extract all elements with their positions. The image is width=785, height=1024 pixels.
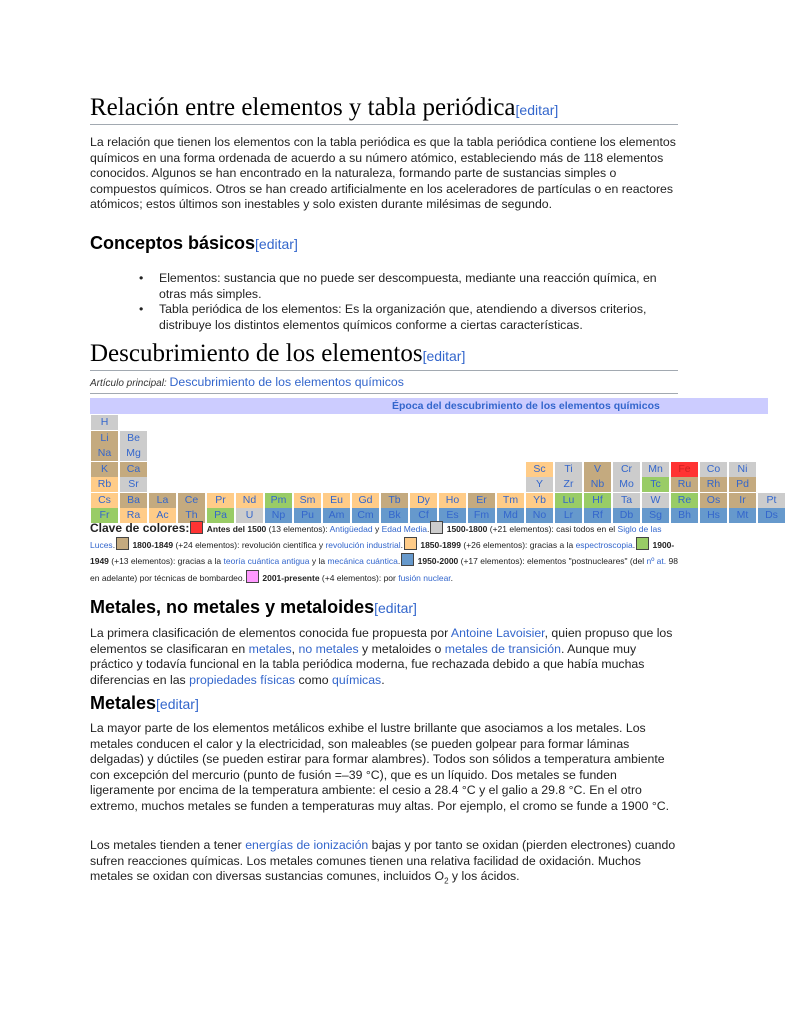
- section-heading-relacion: [90, 94, 678, 125]
- swatch-1500-1800: [430, 521, 443, 534]
- edit-link[interactable]: [editar]: [156, 696, 199, 712]
- element-cell-sc[interactable]: Sc: [526, 462, 553, 477]
- link-siglo-luces[interactable]: Siglo de las Luces: [90, 524, 662, 551]
- list-item: • Tabla periódica de los elementos: Es la organización que, atendiendo a diversos criterios, distribuye los distintos elementos químicos conforme a ciertas características.: [141, 302, 686, 333]
- link-no-metales[interactable]: no metales: [298, 641, 359, 656]
- paragraph-text: [90, 626, 682, 688]
- element-cell-cf[interactable]: Cf: [410, 508, 437, 523]
- element-cell-cs[interactable]: Cs: [91, 493, 118, 508]
- text-run: . Aunque muy práctico y todavía funcional en la tabla periódica moderna, fue rechazada debido a que había muchas diferencias en las: [90, 641, 645, 687]
- paragraph-text: La mayor parte de los elementos metálicos exhibe el lustre brillante que asociamos a los metales. Los metales conducen el calor y la electricidad, son maleables (se pueden golpear para formar láminas delgadas) y dúctiles (se pueden estirar para formar alambres). Todos son sólidos a temperatura ambiente con excepción del mercurio (punto de fusión =–39 °C), que es un líquido. Dos metales se funden ligeramente por encima de la temperatura ambiente: el cesio a 28.4 °C y el galio a 29.8 °C. En el otro extremo, muchos metales se funden a temperaturas muy altas. Por ejemplo, el cromo se funde a 1900 °C.: [90, 721, 670, 813]
- element-cell-fm[interactable]: Fm: [468, 508, 495, 523]
- key-text: 98 en adelante) por técnicas de bombardeo.: [90, 556, 678, 583]
- element-cell-os[interactable]: Os: [700, 493, 727, 508]
- main-article-link[interactable]: Descubrimiento de los elementos químicos: [169, 375, 404, 389]
- paragraph-oxidacion: [90, 838, 682, 889]
- key-text: .: [450, 572, 454, 583]
- key-label-1850-1899: 1850-1899: [420, 540, 461, 551]
- key-text: (+13 elementos): gracias a la: [108, 556, 224, 567]
- element-cell-am[interactable]: Am: [323, 508, 350, 523]
- main-article-note: [90, 375, 678, 394]
- element-cell-rh[interactable]: Rh: [700, 477, 727, 492]
- element-cell-tb[interactable]: Tb: [381, 493, 408, 508]
- text-run: La primera clasificación de elementos conocida fue propuesta por: [90, 626, 451, 640]
- key-text: (+4 elementos): por: [319, 572, 399, 583]
- main-article-label: Artículo principal:: [90, 378, 167, 389]
- element-cell-eu[interactable]: Eu: [323, 493, 350, 508]
- element-cell-pa[interactable]: Pa: [207, 508, 234, 523]
- key-text: (+21 elementos): casi todos en el: [487, 524, 618, 534]
- link-metales-transicion[interactable]: metales de transición: [444, 641, 561, 656]
- key-text: (+26 elementos): gracias a la: [461, 540, 576, 551]
- section-heading-metales-no-metales: [90, 597, 417, 618]
- link-lavoisier[interactable]: Antoine Lavoisier: [450, 626, 545, 640]
- element-cell-lr[interactable]: Lr: [555, 508, 582, 523]
- text-run: Los metales tienden a tener: [90, 838, 246, 852]
- element-cell-md[interactable]: Md: [497, 508, 524, 523]
- element-cell-cm[interactable]: Cm: [352, 508, 379, 523]
- element-cell-np[interactable]: Np: [265, 508, 292, 523]
- key-text: (+17 elementos): elementos "postnucleares" (del: [458, 556, 647, 567]
- section-title: Relación entre elementos y tabla periódica: [90, 94, 516, 121]
- element-cell-mo[interactable]: Mo: [613, 477, 640, 492]
- key-text: .: [426, 524, 430, 534]
- element-cell-co[interactable]: Co: [700, 462, 727, 477]
- key-label-ancient: Antes del 1500: [206, 524, 267, 534]
- section-heading-metales: [90, 693, 199, 714]
- key-text: y: [372, 524, 382, 534]
- text-run: , quien propuso que los elementos se clasificaran en: [90, 626, 673, 656]
- link-revolucion-industrial[interactable]: revolución industrial: [325, 540, 401, 551]
- key-label-1800-1849: 1800-1849: [132, 540, 174, 551]
- link-teoria-cuantica[interactable]: teoría cuántica antigua: [223, 556, 310, 567]
- link-mecanica-cuantica[interactable]: mecánica cuántica: [327, 556, 398, 567]
- element-cell-u[interactable]: U: [236, 508, 263, 523]
- element-cell-er[interactable]: Er: [468, 493, 495, 508]
- link-espectroscopia[interactable]: espectroscopia: [575, 540, 633, 551]
- element-cell-mn[interactable]: Mn: [642, 462, 669, 477]
- element-cell-pu[interactable]: Pu: [294, 508, 321, 523]
- element-cell-pt[interactable]: Pt: [758, 493, 785, 508]
- element-cell-y[interactable]: Y: [526, 477, 553, 492]
- paragraph-text: La relación que tienen los elementos con la tabla periódica es que la tabla periódica contiene los elementos químicos en una forma ordenada de acuerdo a su número atómico, estableciendo más de 118 elementos conocidos. Algunos se han encontrado en la naturaleza, formando parte de sustancias simples o compuestos químicos. Otros se han creado artificialmente en los aceleradores de partículas o en reactores atómicos; estos últimos son inestables y solo existen durante milésimas de segundo.: [90, 135, 676, 212]
- paragraph-text: [90, 838, 682, 889]
- element-cell-sr[interactable]: Sr: [120, 477, 147, 492]
- link-edad-media[interactable]: Edad Media: [381, 524, 427, 534]
- section-title: Descubrimiento de los elementos: [90, 340, 423, 367]
- swatch-1900-1949: [636, 537, 649, 550]
- edit-link[interactable]: [editar]: [515, 102, 559, 118]
- element-cell-ba[interactable]: Ba: [120, 493, 147, 508]
- text-run: bajas y por tanto se oxidan (pierden electrones) cuando sufren reacciones químicas. Los metales comunes tienen una relativa facilidad de oxidación. Muchos metales se oxidan con diversas sustancias comunes, incluidos O: [90, 838, 676, 884]
- text-run: como: [295, 672, 332, 687]
- text-run: .: [381, 672, 385, 687]
- periodic-table-title-text: Época del descubrimiento de los elementos químicos: [392, 400, 660, 412]
- edit-link[interactable]: [editar]: [374, 600, 417, 616]
- key-text: (+24 elementos): revolución científica y: [173, 540, 326, 551]
- text-run: y metaloides o: [358, 641, 445, 656]
- paragraph-metales: [90, 721, 682, 815]
- element-cell-es[interactable]: Es: [439, 508, 466, 523]
- section-heading-descubrimiento: [90, 340, 678, 371]
- element-cell-ds[interactable]: Ds: [758, 508, 785, 523]
- element-cell-ta[interactable]: Ta: [613, 493, 640, 508]
- element-cell-fr[interactable]: Fr: [91, 508, 118, 523]
- link-energias-ionizacion[interactable]: energías de ionización: [245, 838, 369, 852]
- element-cell-ti[interactable]: Ti: [555, 462, 582, 477]
- key-label-1900-1949: 1900-1949: [90, 540, 675, 567]
- section-title: Metales, no metales y metaloides: [90, 597, 375, 617]
- swatch-1950-2000: [401, 553, 414, 566]
- element-cell-mt[interactable]: Mt: [729, 508, 756, 523]
- key-text: y la: [309, 556, 328, 567]
- list-item: • Elementos: sustancia que no puede ser descompuesta, mediante una reacción química, en otras más simples.: [141, 271, 686, 302]
- element-cell-th[interactable]: Th: [178, 508, 205, 523]
- edit-link[interactable]: [editar]: [422, 348, 466, 364]
- key-text: .: [397, 556, 401, 567]
- key-label-2001-presente: 2001-presente: [262, 572, 320, 583]
- element-cell-pm[interactable]: Pm: [265, 493, 292, 508]
- text-run: ,: [291, 641, 299, 656]
- element-cell-ra[interactable]: Ra: [120, 508, 147, 523]
- element-cell-pr[interactable]: Pr: [207, 493, 234, 508]
- section-title: Conceptos básicos: [90, 233, 256, 253]
- link-fusion-nuclear[interactable]: fusión nuclear: [398, 572, 451, 583]
- element-cell-w[interactable]: W: [642, 493, 669, 508]
- key-text: (13 elementos):: [266, 524, 330, 534]
- element-cell-hf[interactable]: Hf: [584, 493, 611, 508]
- key-text: .: [112, 540, 116, 551]
- element-cell-gd[interactable]: Gd: [352, 493, 379, 508]
- element-cell-pd[interactable]: Pd: [729, 477, 756, 492]
- key-label-1500-1800: 1500-1800: [446, 524, 488, 534]
- periodic-table-discovery: [90, 398, 778, 521]
- concepts-list: [141, 271, 686, 333]
- element-cell-hs[interactable]: Hs: [700, 508, 727, 523]
- swatch-1800-1849: [116, 537, 129, 550]
- element-cell-ho[interactable]: Ho: [439, 493, 466, 508]
- text-run: y los ácidos.: [448, 869, 520, 884]
- element-cell-li[interactable]: Li: [91, 431, 118, 446]
- subscript: 2: [444, 876, 449, 886]
- element-cell-fe[interactable]: Fe: [671, 462, 698, 477]
- link-quimicas[interactable]: químicas: [331, 672, 382, 687]
- link-antiguedad[interactable]: Antigüedad: [329, 524, 373, 534]
- key-text: .: [632, 540, 636, 551]
- element-cell-na[interactable]: Na: [91, 446, 118, 461]
- element-cell-ce[interactable]: Ce: [178, 493, 205, 508]
- element-cell-bk[interactable]: Bk: [381, 508, 408, 523]
- section-title: Metales: [90, 693, 157, 713]
- element-cell-nb[interactable]: Nb: [584, 477, 611, 492]
- element-cell-rb[interactable]: Rb: [91, 477, 118, 492]
- color-key: [90, 521, 678, 586]
- element-cell-la[interactable]: La: [149, 493, 176, 508]
- paragraph-clasificacion: [90, 626, 682, 688]
- swatch-1850-1899: [404, 537, 417, 550]
- element-cell-ni[interactable]: Ni: [729, 462, 756, 477]
- swatch-ancient: [190, 521, 203, 534]
- periodic-table-title: [90, 398, 768, 414]
- element-cell-k[interactable]: K: [91, 462, 118, 477]
- element-cell-no[interactable]: No: [526, 508, 553, 523]
- link-propiedades-fisicas[interactable]: propiedades físicas: [189, 672, 296, 687]
- element-cell-sg[interactable]: Sg: [642, 508, 669, 523]
- link-numero-atomico[interactable]: nº at.: [646, 556, 667, 567]
- element-cell-dy[interactable]: Dy: [410, 493, 437, 508]
- link-metales[interactable]: metales: [248, 641, 292, 656]
- edit-link[interactable]: [editar]: [255, 236, 298, 252]
- color-key-title: Clave de colores:: [90, 521, 190, 535]
- element-cell-rf[interactable]: Rf: [584, 508, 611, 523]
- element-cell-nd[interactable]: Nd: [236, 493, 263, 508]
- key-label-1950-2000: 1950-2000: [417, 556, 459, 567]
- element-cell-tc[interactable]: Tc: [642, 477, 669, 492]
- element-cell-yb[interactable]: Yb: [526, 493, 553, 508]
- element-cell-sm[interactable]: Sm: [294, 493, 321, 508]
- element-cell-bh[interactable]: Bh: [671, 508, 698, 523]
- element-cell-db[interactable]: Db: [613, 508, 640, 523]
- element-cell-be[interactable]: Be: [120, 431, 147, 446]
- element-cell-cr[interactable]: Cr: [613, 462, 640, 477]
- element-cell-v[interactable]: V: [584, 462, 611, 477]
- paragraph-relacion: [90, 135, 682, 213]
- element-cell-h[interactable]: H: [91, 415, 118, 430]
- element-cell-tm[interactable]: Tm: [497, 493, 524, 508]
- element-cell-ir[interactable]: Ir: [729, 493, 756, 508]
- element-cell-zr[interactable]: Zr: [555, 477, 582, 492]
- element-cell-lu[interactable]: Lu: [555, 493, 582, 508]
- section-heading-conceptos: [90, 233, 298, 254]
- element-cell-ac[interactable]: Ac: [149, 508, 176, 523]
- element-cell-re[interactable]: Re: [671, 493, 698, 508]
- element-cell-mg[interactable]: Mg: [120, 446, 147, 461]
- element-cell-ru[interactable]: Ru: [671, 477, 698, 492]
- key-text: .: [400, 540, 403, 551]
- element-cell-ca[interactable]: Ca: [120, 462, 147, 477]
- swatch-2001-presente: [246, 570, 259, 583]
